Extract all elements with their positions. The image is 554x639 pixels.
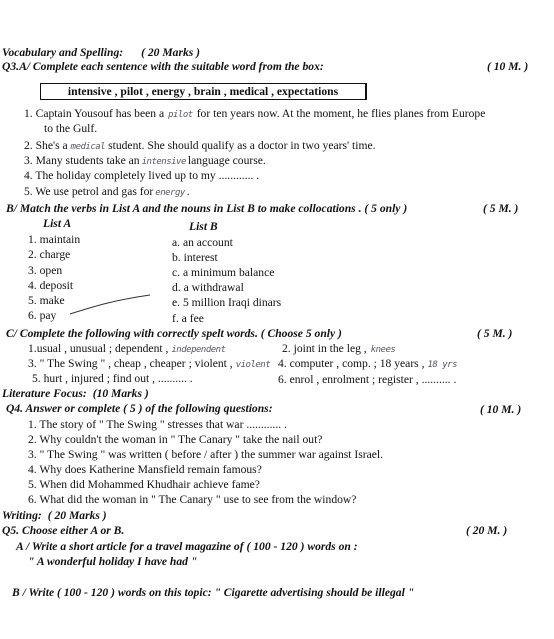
sentence-1: 1. Captain Yousouf has been a pilot for ten years now. At the moment, he flies planes from Europe (24, 107, 486, 120)
spelling-item-4: 4. computer , comp. ; 18 years , 18 yrs (278, 357, 458, 370)
sentence-4: 4. The holiday completely lived up to my ............ . (24, 169, 260, 182)
spelling-item-6: 6. enrol , enrolment ; register , .......... . (278, 373, 457, 386)
q5-option-a: A / Write a short article for a travel magazine of ( 100 - 120 ) words on : (16, 540, 358, 553)
q3a-marks: ( 10 M. ) (487, 60, 529, 73)
q3b-instruction: B/ Match the verbs in List A and the nouns in List B to make collocations . ( 5 only ) (6, 202, 408, 215)
answer-1: pilot (168, 110, 193, 120)
sentence-5: 5. We use petrol and gas for energy . (24, 185, 190, 198)
answer-2: medical (70, 142, 106, 152)
list-a-item: 4. deposit (28, 279, 74, 292)
spelling-answer-2: knees (370, 345, 396, 355)
list-b-item: f. a fee (172, 312, 204, 325)
list-b-item: a. an account (172, 236, 233, 249)
vocab-heading: Vocabulary and Spelling: ( 20 Marks ) (2, 46, 201, 59)
q4-question: 5. When did Mohammed Khudhair achieve fame? (28, 478, 260, 491)
sentence-3: 3. Many students take an intensive language course. (24, 154, 266, 167)
q3a-instruction: Q3.A/ Complete each sentence with the suitable word from the box: (2, 60, 324, 73)
q5-option-b: B / Write ( 100 - 120 ) words on this topic: " Cigarette advertising should be illegal " (12, 586, 415, 599)
answer-5: energy (155, 188, 185, 198)
q4-marks: ( 10 M. ) (480, 403, 522, 416)
list-a-item: 5. make (28, 294, 65, 307)
q4-question: 2. Why couldn't the woman in " The Canary " take the nail out? (28, 433, 323, 446)
list-a-item: 6. pay (28, 309, 57, 322)
q4-question: 3. " The Swing " was written ( before / after ) the summer war against Israel. (28, 448, 384, 461)
list-a-item: 3. open (28, 264, 63, 277)
q4-question: 6. What did the woman in " The Canary " use to see from the window? (28, 493, 357, 506)
spelling-item-1: 1.usual , unusual ; dependent , independent (28, 342, 226, 355)
q3c-instruction: C/ Complete the following with correctly spelt words. ( Choose 5 only ) (6, 327, 342, 340)
list-a-item: 1. maintain (28, 233, 81, 246)
q3b-marks: ( 5 M. ) (483, 202, 519, 215)
q4-instruction: Q4. Answer or complete ( 5 ) of the following questions: (6, 402, 273, 415)
q5-marks: ( 20 M. ) (466, 524, 508, 537)
q4-question: 1. The story of " The Swing " stresses that war ............ . (28, 418, 287, 431)
sentence-2: 2. She's a medical student. She should qualify as a doctor in two years' time. (24, 139, 376, 152)
spelling-answer-3: violent (235, 360, 271, 370)
list-b-item: d. a withdrawal (172, 281, 244, 294)
spelling-item-3: 3. " The Swing " , cheap , cheaper ; violent , violent (28, 357, 271, 370)
spelling-item-5: 5. hurt , injured ; find out , .......... . (32, 372, 193, 385)
spelling-answer-4: 18 yrs (427, 360, 458, 370)
list-b-title: List B (189, 220, 218, 233)
q3c-marks: ( 5 M. ) (477, 327, 513, 340)
q4-question: 4. Why does Katherine Mansfield remain famous? (28, 463, 262, 476)
writing-heading: Writing: ( 20 Marks ) (2, 509, 107, 522)
q5-instruction: Q5. Choose either A or B. (2, 524, 125, 537)
list-b-item: c. a minimum balance (172, 266, 275, 279)
q5-option-a-topic: " A wonderful holiday I have had " (28, 555, 198, 568)
literature-heading: Literature Focus: (10 Marks ) (2, 387, 149, 400)
list-a-title: List A (43, 217, 72, 230)
spelling-answer-1: independent (171, 345, 226, 355)
word-box: intensive , pilot , energy , brain , medical , expectations (40, 83, 367, 100)
sentence-1-cont: to the Gulf. (44, 122, 98, 135)
list-a-item: 2. charge (28, 248, 71, 261)
spelling-item-2: 2. joint in the leg , knees (282, 342, 396, 355)
answer-3: intensive (141, 157, 186, 167)
list-b-item: e. 5 million Iraqi dinars (172, 296, 282, 309)
list-b-item: b. interest (172, 251, 218, 264)
